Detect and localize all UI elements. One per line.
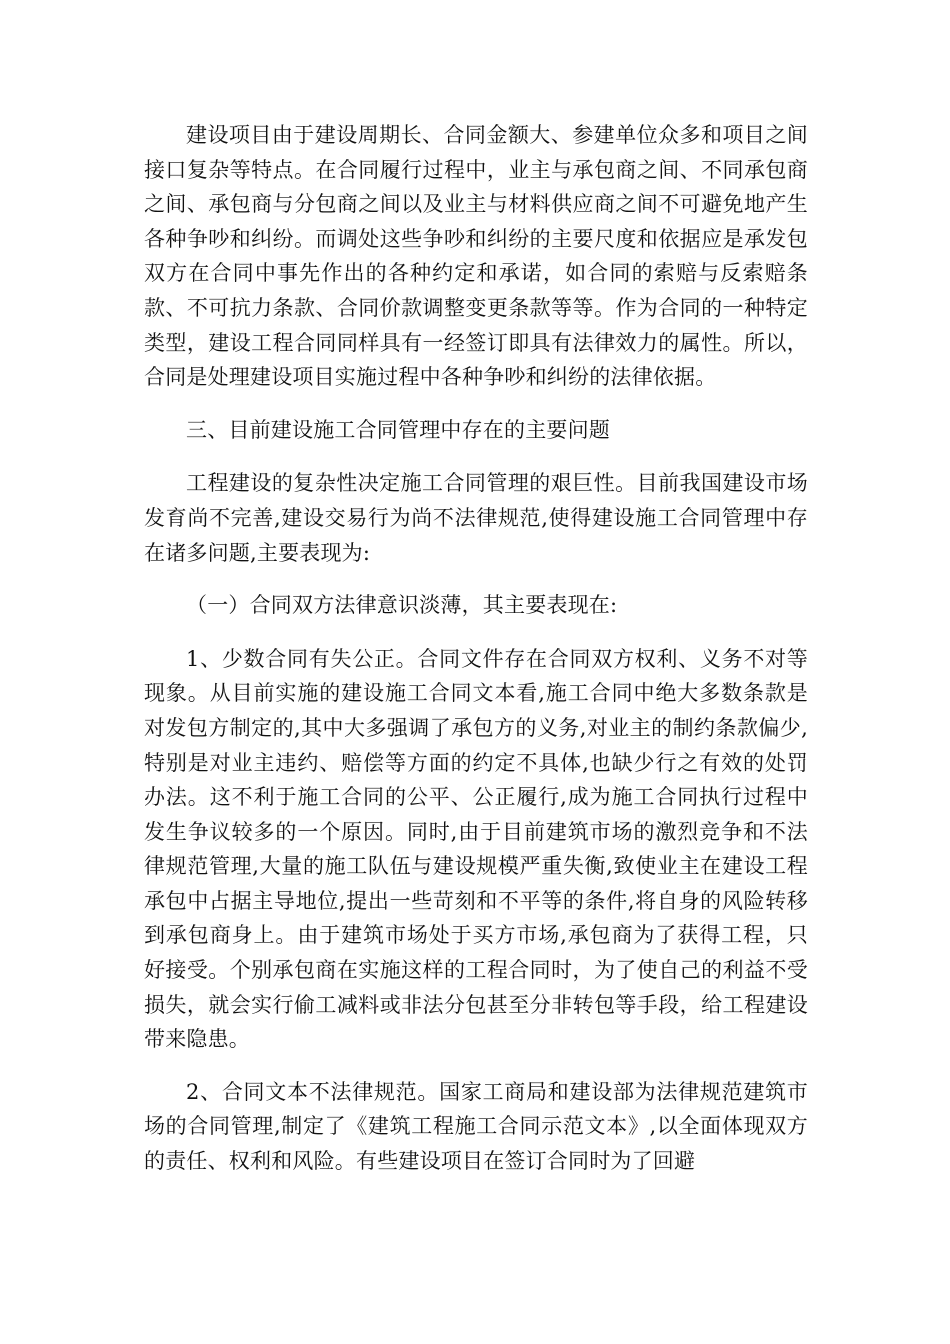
document-body (144, 118, 808, 1197)
paragraph-unfair-contracts: 1、少数合同有失公正。合同文件存在合同双方权利、义务不对等现象。从目前实施的建设施工合同文本看,施工合同中绝大多数条款是对发包方制定的,其中大多强调了承包方的义务,对业主的制约条款偏少,特别是对业主违约、赔偿等方面的约定不具体,也缺少行之有效的处罚办法。这不利于施工合同的公平、公正履行,成为施工合同执行过程中发生争议较多的一个原因。同时,由于目前建筑市场的激烈竞争和不法律规范管理,大量的施工队伍与建设规模严重失衡,致使业主在建设工程承包中占据主导地位,提出一些苛刻和不平等的条件,将自身的风险转移到承包商身上。由于建筑市场处于买方市场,承包商为了获得工程，只好接受。个别承包商在实施这样的工程合同时，为了使自己的利益不受损失，就会实行偷工减料或非法分包甚至分非转包等手段，给工程建设带来隐患。 (144, 646, 808, 1052)
paragraph-management-difficulty: 工程建设的复杂性决定施工合同管理的艰巨性。目前我国建设市场发育尚不完善,建设交易行为尚不法律规范,使得建设施工合同管理中存在诸多问题,主要表现为: (144, 471, 808, 565)
section-heading-main-problems: 三、目前建设施工合同管理中存在的主要问题 (186, 417, 610, 442)
subsection-heading-legal-awareness: （一）合同双方法律意识淡薄，其主要表现在: (186, 593, 618, 618)
paragraph-contract-basis: 建设项目由于建设周期长、合同金额大、参建单位众多和项目之间接口复杂等特点。在合同履行过程中，业主与承包商之间、不同承包商之间、承包商与分包商之间以及业主与材料供应商之间不可避免地产生各种争吵和纠纷。而调处这些争吵和纠纷的主要尺度和依据应是承发包双方在合同中事先作出的各种约定和承诺，如合同的索赔与反索赔条款、不可抗力条款、合同价款调整变更条款等等。作为合同的一种特定类型，建设工程合同同样具有一经签订即具有法律效力的属性。所以，合同是处理建设项目实施过程中各种争吵和纠纷的法律依据。 (144, 123, 808, 390)
paragraph-nonstandard-texts: 2、合同文本不法律规范。国家工商局和建设部为法律规范建筑市场的合同管理,制定了《建筑工程施工合同示范文本》,以全面体现双方的责任、权利和风险。有些建设项目在签订合同时为了回避 (144, 1079, 808, 1174)
